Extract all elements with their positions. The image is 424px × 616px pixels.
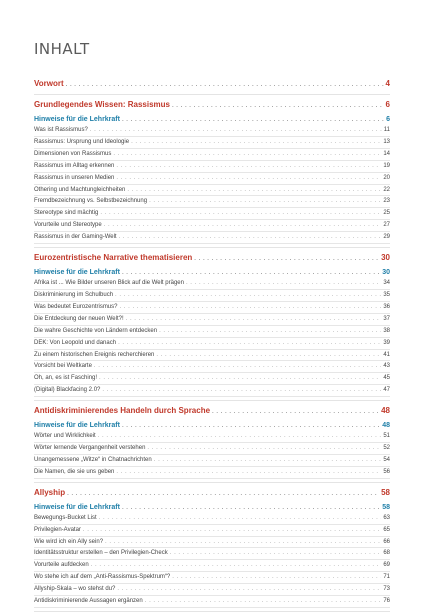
leader-dots [194, 254, 379, 265]
entry-title: Allyship-Skala – wo stehst du? [34, 586, 116, 593]
entry-title: (Digital) Blackfacing 2.0? [34, 387, 101, 394]
subheading[interactable] [34, 115, 390, 125]
leader-dots [91, 560, 382, 571]
entry-page: 65 [383, 526, 390, 533]
toc-entry[interactable] [34, 220, 390, 232]
entry-title: DEK: Von Leopold und danach [34, 339, 117, 346]
subheading-page: 48 [382, 422, 390, 430]
leader-dots [172, 572, 381, 583]
entry-title: Die Namen, die sie uns geben [34, 468, 115, 475]
subheading-title: Hinweise für die Lehrkraft [34, 116, 120, 123]
leader-dots [67, 489, 379, 500]
subheading-title: Hinweise für die Lehrkraft [34, 422, 120, 430]
entry-page: 71 [383, 574, 390, 581]
entry-page: 36 [383, 303, 390, 310]
entry-page: 54 [383, 456, 390, 463]
toc-entry[interactable] [34, 302, 390, 314]
leader-dots [186, 278, 381, 289]
entry-page: 47 [383, 387, 390, 394]
toc-entry[interactable] [34, 443, 390, 455]
entry-title: Oh, an, es ist Fasching! [34, 375, 98, 382]
entry-page: 63 [383, 514, 390, 521]
entry-page: 51 [383, 433, 390, 440]
leader-dots [145, 596, 382, 607]
entry-title: Vorsicht bei Weltkarte [34, 363, 92, 370]
leader-dots [66, 80, 384, 91]
toc-list [34, 78, 390, 612]
table-of-contents [34, 40, 390, 616]
entry-title: Antidiskriminierende Aussagen ergänzen [34, 598, 143, 605]
leader-dots [149, 196, 381, 207]
subheading[interactable] [34, 503, 390, 513]
leader-dots [122, 115, 384, 125]
page-title: INHALT [34, 40, 90, 58]
entry-title: Zu einem historischen Ereignis recherchieren [34, 351, 155, 358]
toc-entry[interactable] [34, 314, 390, 326]
toc-entry[interactable] [34, 513, 390, 525]
entry-title: Othering und Machtungleichheiten [34, 186, 126, 193]
toc-entry[interactable] [34, 584, 390, 596]
entry-title: Wörter und Wirklichkeit [34, 433, 96, 440]
leader-dots [116, 467, 381, 478]
entry-page: 41 [383, 351, 390, 358]
leader-dots [154, 455, 382, 466]
entry-page: 13 [383, 138, 390, 145]
entry-page: 35 [383, 291, 390, 298]
chapter-title: Allyship [34, 487, 66, 497]
entry-page: 23 [383, 198, 390, 205]
entry-title: Die wahre Geschichte von Ländern entdecken [34, 327, 158, 334]
entry-page: 38 [383, 327, 390, 334]
entry-page: 69 [383, 562, 390, 569]
chapter-title: Grundlegendes Wissen: Rassismus [34, 100, 170, 109]
entry-page: 34 [383, 280, 390, 287]
toc-entry[interactable] [34, 537, 390, 549]
leader-dots [94, 361, 381, 372]
toc-entry[interactable] [34, 338, 390, 350]
chapter-heading[interactable] [34, 252, 390, 265]
entry-page: 20 [383, 174, 390, 181]
entry-title: Afrika ist ... Wie Bilder unseren Blick auf die Welt prägen [34, 280, 184, 287]
subheading-page: 58 [382, 503, 390, 511]
subheading-title: Hinweise für die Lehrkraft [34, 269, 120, 277]
entry-title: Vorurteile und Stereotype [34, 222, 102, 229]
leader-dots [117, 584, 381, 595]
toc-entry[interactable] [34, 548, 390, 560]
leader-dots [131, 137, 381, 148]
entry-title: Vorurteile aufdecken [34, 562, 89, 569]
entry-title: Stereotype sind mächtig [34, 210, 99, 217]
leader-dots [126, 314, 382, 325]
entry-page: 19 [383, 162, 390, 169]
leader-dots [83, 525, 381, 536]
chapter-page: 48 [381, 406, 390, 416]
leader-dots [170, 548, 382, 559]
entry-page: 29 [383, 234, 390, 241]
chapter-page: 4 [385, 79, 390, 88]
leader-dots [116, 173, 381, 184]
entry-page: 56 [383, 468, 390, 475]
leader-dots [147, 443, 381, 454]
toc-entry[interactable] [34, 361, 390, 373]
entry-title: Dimensionen von Rassismus [34, 150, 112, 157]
entry-title: Was bedeutet Eurozentrismus? [34, 303, 118, 310]
entry-title: Fremdbezeichnung vs. Selbstbezeichnung [34, 198, 148, 205]
toc-entry[interactable] [34, 455, 390, 467]
leader-dots [113, 149, 381, 160]
toc-chapter [34, 78, 390, 95]
chapter-heading[interactable] [34, 405, 390, 418]
entry-title: Privilegien-Avatar [34, 526, 81, 533]
entry-title: Unangemessene „Witze“ in Chatnachrichten [34, 456, 152, 463]
entry-page: 45 [383, 375, 390, 382]
toc-entry[interactable] [34, 149, 390, 161]
toc-entry[interactable] [34, 290, 390, 302]
toc-entry[interactable] [34, 196, 390, 208]
entry-title: Rassismus: Ursprung und Ideologie [34, 138, 130, 145]
chapter-heading[interactable] [34, 99, 390, 112]
leader-dots [122, 503, 380, 513]
toc-entry[interactable] [34, 232, 390, 244]
entry-title: Rassismus in der Gaming-Welt [34, 234, 117, 241]
entry-page: 11 [383, 127, 390, 133]
entry-page: 39 [383, 339, 390, 346]
entry-title: Wörter lernende Vergangenheit verstehen [34, 445, 146, 452]
leader-dots [156, 350, 381, 361]
leader-dots [118, 338, 381, 349]
toc-entry[interactable] [34, 125, 390, 137]
entry-title: Wie wird ich ein Ally sein? [34, 538, 104, 545]
toc-entry[interactable] [34, 173, 390, 185]
toc-chapter [34, 252, 390, 401]
entry-page: 22 [383, 186, 390, 193]
toc-entry[interactable] [34, 350, 390, 362]
toc-entry[interactable] [34, 431, 390, 443]
leader-dots [99, 513, 382, 524]
subheading-title: Hinweise für die Lehrkraft [34, 503, 120, 511]
subheading[interactable] [34, 421, 390, 431]
chapter-title: Vorwort [34, 79, 64, 88]
entry-page: 14 [383, 150, 390, 157]
toc-entry[interactable] [34, 185, 390, 197]
entry-page: 37 [383, 315, 390, 322]
leader-dots [99, 373, 381, 384]
leader-dots [127, 185, 381, 196]
entry-title: Identitätsstruktur erstellen – den Privilegien-Check [34, 550, 168, 557]
entry-page: 68 [383, 550, 390, 557]
entry-title: Bewegungs-Bucket List [34, 514, 97, 521]
entry-page: 66 [383, 538, 390, 545]
leader-dots [98, 431, 382, 442]
leader-dots [159, 326, 381, 337]
entry-title: Rassismus im Alltag erkennen [34, 162, 115, 169]
leader-dots [116, 161, 381, 172]
chapter-page: 30 [381, 253, 390, 263]
toc-entry[interactable] [34, 278, 390, 290]
toc-entry[interactable] [34, 467, 390, 479]
chapter-title: Antidiskriminierendes Handeln durch Sprache [34, 406, 211, 416]
leader-dots [105, 537, 381, 548]
leader-dots [212, 407, 379, 418]
entry-title: Was ist Rassismus? [34, 127, 88, 133]
entry-title: Die Entdeckung der neuen Welt?! [34, 315, 124, 322]
leader-dots [172, 101, 384, 112]
chapter-heading[interactable] [34, 487, 390, 500]
toc-entry[interactable] [34, 208, 390, 220]
leader-dots [104, 220, 382, 231]
toc-chapter [34, 405, 390, 483]
entry-title: Rassismus in unseren Medien [34, 174, 115, 181]
entry-page: 52 [383, 445, 390, 452]
toc-entry[interactable] [34, 161, 390, 173]
entry-title: Diskriminierung im Schulbuch [34, 291, 114, 298]
subheading[interactable] [34, 268, 390, 278]
toc-entry[interactable] [34, 385, 390, 397]
entry-title: Wo stehe ich auf dem „Anti-Rassismus-Spektrum“? [34, 574, 171, 581]
leader-dots [122, 421, 380, 431]
subheading-page: 6 [386, 116, 390, 123]
toc-entry[interactable] [34, 326, 390, 338]
chapter-page: 6 [385, 100, 390, 109]
chapter-page: 58 [381, 487, 390, 497]
leader-dots [102, 385, 381, 396]
entry-page: 43 [383, 363, 390, 370]
chapter-heading[interactable] [34, 78, 390, 91]
entry-page: 73 [383, 586, 390, 593]
leader-dots [119, 302, 381, 313]
toc-entry[interactable] [34, 572, 390, 584]
leader-dots [115, 290, 381, 301]
toc-chapter [34, 99, 390, 248]
toc-entry[interactable] [34, 373, 390, 385]
entry-page: 76 [383, 598, 390, 605]
toc-entry[interactable] [34, 596, 390, 608]
leader-dots [119, 232, 382, 243]
entry-page: 25 [383, 210, 390, 217]
entry-page: 27 [383, 222, 390, 229]
leader-dots [100, 208, 381, 219]
toc-chapter [34, 487, 390, 612]
leader-dots [122, 268, 380, 278]
toc-entry[interactable] [34, 137, 390, 149]
chapter-title: Eurozentristische Narrative thematisieren [34, 253, 193, 263]
subheading-page: 30 [382, 269, 390, 277]
leader-dots [90, 125, 382, 136]
toc-entry[interactable] [34, 560, 390, 572]
toc-entry[interactable] [34, 525, 390, 537]
